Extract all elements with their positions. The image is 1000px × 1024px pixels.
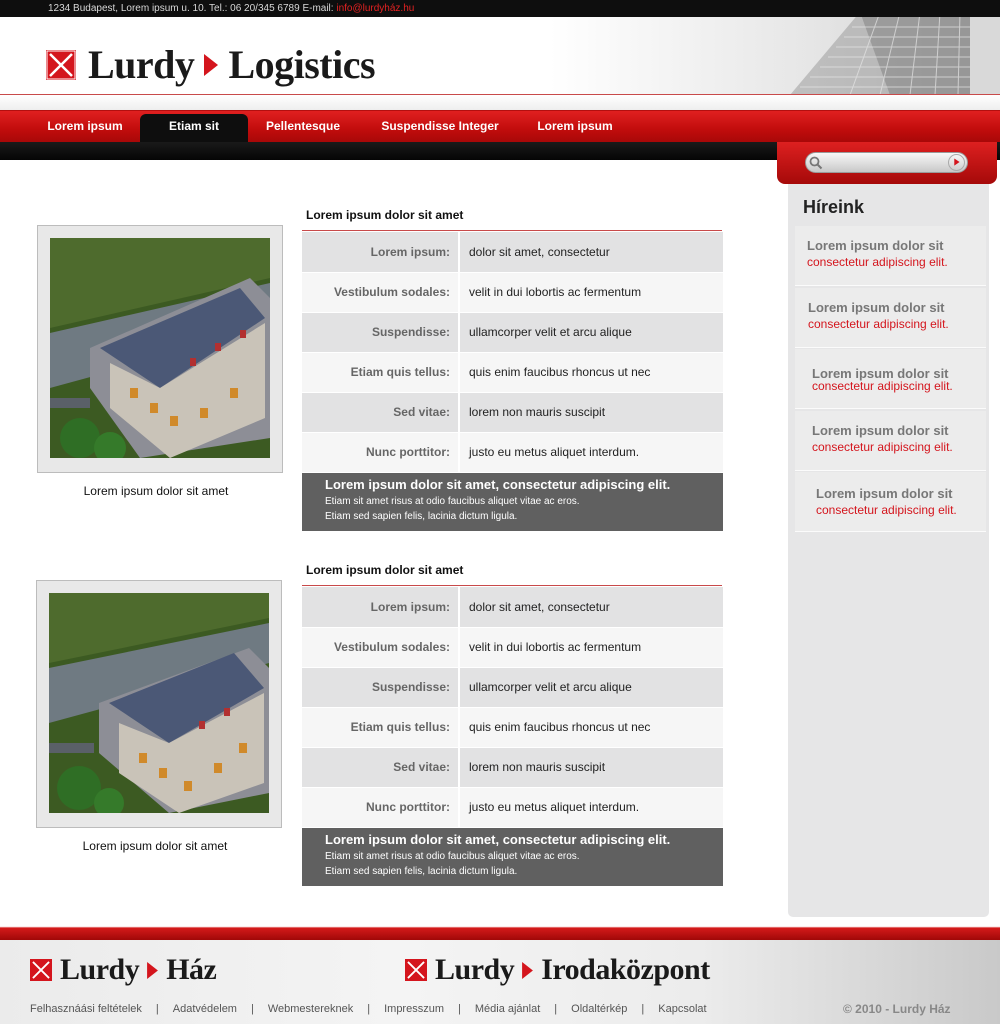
footer-separator: | [458,1003,461,1015]
news-title: Lorem ipsum dolor sit [807,238,944,253]
footer-separator: | [250,1003,254,1015]
news-title: Lorem ipsum dolor sit [812,423,949,438]
spec-value: velit in dui lobortis ac fermentum [459,272,723,312]
footer-link-sitemap[interactable]: Oldaltérkép [571,1003,628,1015]
news-subtitle: consectetur adipiscing elit. [807,255,948,269]
sidebar-title: Híreink [803,197,865,217]
listing-title: Lorem ipsum dolor sit amet [306,208,464,222]
listing-caption: Lorem ipsum dolor sit amet [83,484,229,498]
search-go-arrow-icon [949,155,964,170]
spec-key: Etiam quis tellus: [302,352,459,392]
main-nav [0,110,1000,142]
footer-separator: | [155,1003,159,1015]
spec-key: Lorem ipsum: [302,587,459,627]
spec-key: Vestibulum sodales: [302,272,459,312]
news-item[interactable] [795,349,986,409]
table-row [302,312,723,352]
table-row [302,747,723,787]
spec-key: Suspendisse: [302,312,459,352]
news-subtitle: consectetur adipiscing elit. [812,379,953,393]
spec-value: lorem non mauris suscipit [459,747,723,787]
news-item[interactable] [795,472,986,532]
spec-value: quis enim faucibus rhoncus ut nec [459,707,723,747]
spec-value: justo eu metus aliquet interdum. [459,787,723,827]
footer-logo-word-right: Irodaközpont [541,953,710,986]
spec-key: Lorem ipsum: [302,232,459,272]
nav-item-pellentesque[interactable]: Pellentesque [265,119,341,133]
listing-spec-table [302,232,723,473]
listing-promo-box [302,828,723,886]
table-row [302,627,723,667]
table-row [302,232,723,272]
copyright: © 2010 - Lurdy Ház [843,1002,951,1016]
footer-separator: | [554,1003,558,1015]
nav-item-etiam-sit[interactable]: Etiam sit [140,114,248,143]
listing-title-divider [302,585,722,586]
logo-x-mark-icon [30,959,52,981]
table-row [302,787,723,827]
listing-caption: Lorem ipsum dolor sit amet [82,839,228,853]
footer-separator: | [367,1003,371,1015]
promo-line: Etiam sed sapien felis, lacinia dictum ligula. [325,511,518,522]
building-image [770,17,1000,95]
listing-title-divider [302,230,722,231]
logo-arrow-icon [147,962,158,979]
logo-x-mark-icon [46,50,76,80]
building-render-image [49,593,269,813]
spec-value: ullamcorper velit et arcu alique [459,312,723,352]
news-title: Lorem ipsum dolor sit [816,486,953,501]
footer-link-webmasters[interactable]: Webmestereknek [267,1003,354,1015]
nav-item-lorem-ipsum[interactable]: Lorem ipsum [47,119,123,133]
listing-spec-table [302,587,723,828]
table-row [302,352,723,392]
table-row [302,272,723,312]
search-box [805,152,968,173]
news-item[interactable] [795,411,986,471]
news-title: Lorem ipsum dolor sit [808,300,945,315]
spec-key: Suspendisse: [302,667,459,707]
footer-divider [0,925,1000,940]
news-title: Lorem ipsum dolor sit [812,366,949,381]
search-input[interactable] [824,155,944,170]
listing-title: Lorem ipsum dolor sit amet [306,563,464,577]
footer-logo-word-right: Ház [166,953,217,986]
building-render-image [50,238,270,458]
news-item[interactable] [795,226,986,286]
footer-link-media-offer[interactable]: Média ajánlat [474,1003,541,1015]
table-row [302,432,723,472]
search-submit-button[interactable] [948,154,965,171]
footer-link-contact[interactable]: Kapcsolat [658,1003,707,1015]
spec-key: Etiam quis tellus: [302,707,459,747]
spec-key: Nunc porttitor: [302,787,459,827]
footer-logo-irodakozpont[interactable] [405,953,710,987]
promo-line: Etiam sed sapien felis, lacinia dictum ligula. [325,866,518,877]
logo-word-right: Logistics [228,42,376,87]
table-row [302,667,723,707]
listing-promo-box [302,473,723,531]
promo-line: Etiam sit amet risus at odio faucibus aliquet vitae ac eros. [325,496,580,507]
spec-value: lorem non mauris suscipit [459,392,723,432]
spec-value: dolor sit amet, consectetur [459,232,723,272]
nav-item-lorem-ipsum-2[interactable]: Lorem ipsum [537,119,613,133]
news-subtitle: consectetur adipiscing elit. [808,317,949,331]
footer-logo-word-left: Lurdy [60,953,140,986]
contact-bar [0,0,1000,17]
contact-info: 1234 Budapest, Lorem ipsum u. 10. Tel.: 06 20/345 6789 E-mail: [48,3,337,14]
table-row [302,392,723,432]
logo-word-left: Lurdy [88,42,195,87]
spec-key: Vestibulum sodales: [302,627,459,667]
search-icon [809,156,823,170]
spec-value: velit in dui lobortis ac fermentum [459,627,723,667]
spec-key: Sed vitae: [302,392,459,432]
footer-logo-haz[interactable] [30,953,216,987]
nav-spacer [0,95,1000,110]
spec-value: justo eu metus aliquet interdum. [459,432,723,472]
spec-key: Nunc porttitor: [302,432,459,472]
footer-link-privacy[interactable]: Adatvédelem [172,1003,237,1015]
news-item[interactable] [795,288,986,348]
promo-line: Etiam sit amet risus at odio faucibus aliquet vitae ac eros. [325,851,580,862]
news-subtitle: consectetur adipiscing elit. [816,503,957,517]
listing-photo-frame[interactable] [37,225,283,473]
promo-title: Lorem ipsum dolor sit amet, consectetur adipiscing elit. [325,477,671,492]
site-logo[interactable] [46,41,375,88]
logo-arrow-icon [204,54,218,76]
spec-key: Sed vitae: [302,747,459,787]
footer-link-imprint[interactable]: Impresszum [384,1003,444,1015]
listing-photo-frame[interactable] [36,580,282,828]
table-row [302,707,723,747]
table-row [302,587,723,627]
spec-value: ullamcorper velit et arcu alique [459,667,723,707]
promo-title: Lorem ipsum dolor sit amet, consectetur adipiscing elit. [325,832,671,847]
footer-separator: | [641,1003,645,1015]
site-header [0,17,1000,95]
footer-links [30,1003,707,1015]
logo-x-mark-icon [405,959,427,981]
site-footer [0,940,1000,1024]
nav-item-suspendisse-integer[interactable]: Suspendisse Integer [381,119,499,133]
footer-logo-word-left: Lurdy [435,953,515,986]
spec-value: dolor sit amet, consectetur [459,587,723,627]
footer-link-terms[interactable]: Felhasznáási feltételek [30,1003,142,1015]
spec-value: quis enim faucibus rhoncus ut nec [459,352,723,392]
contact-email-link[interactable]: info@lurdyház.hu [336,3,415,14]
logo-arrow-icon [522,962,533,979]
news-subtitle: consectetur adipiscing elit. [812,440,953,454]
